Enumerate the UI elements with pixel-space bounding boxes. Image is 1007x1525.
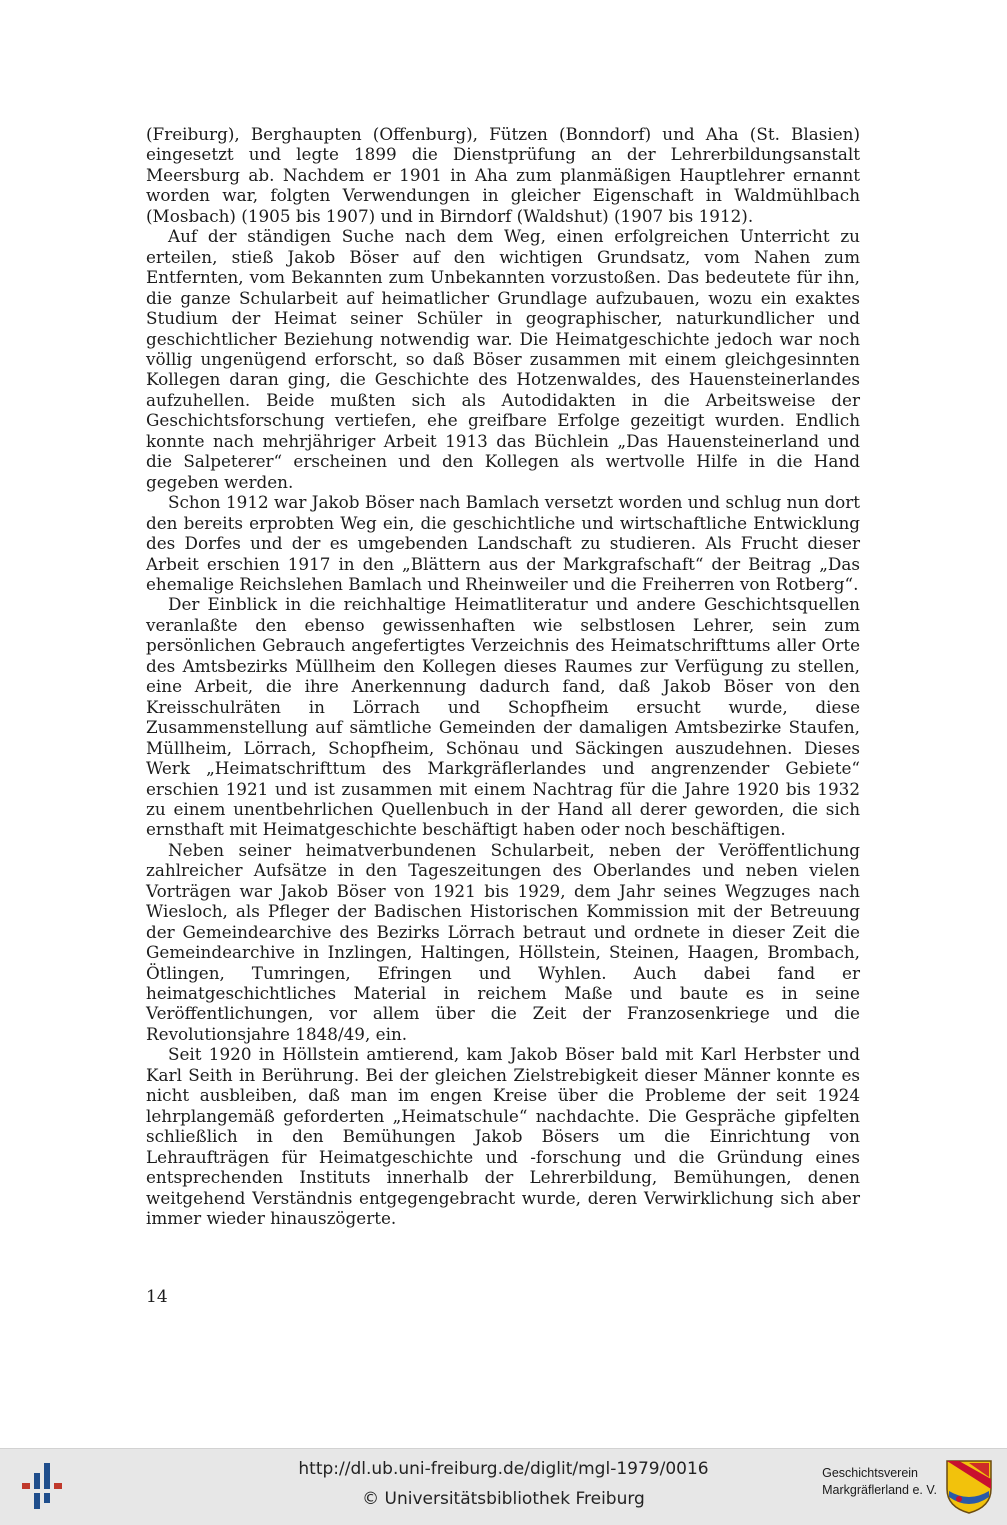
- paragraph: Auf der ständigen Suche nach dem Weg, einen erfolgreichen Unterricht zu erteilen, stieß Jakob Böser auf den wichtigen Grundsatz, vom Nahen zum Entfernten, vom Bekannten zum Unbekannten vorzustoßen. Das bedeutete für ihn, die ganze Schularbeit auf heimatlicher Grundlage aufzubauen, wozu ein exaktes Studium der Heimat seiner Schüler in geographischer, naturkundlicher und geschichtlicher Beziehung notwendig war. Die Heimatgeschichte jedoch war noch völlig ungenügend erforscht, so daß Böser zusammen mit einem gleichgesinnten Kollegen daran ging, die Geschichte des Hotzenwaldes, des Hauensteinerlandes aufzuhellen. Beide mußten sich als Autodidakten in die Arbeitsweise der Geschichtsforschung vertiefen, ehe greifbare Erfolge gezeitigt wurden. Endlich konnte nach mehrjähriger Arbeit 1913 das Büchlein „Das Hauensteinerland und die Salpeterer“ erscheinen und den Kollegen als wertvolle Hilfe in die Hand gegeben werden.: [146, 226, 860, 492]
- paragraph: Schon 1912 war Jakob Böser nach Bamlach versetzt worden und schlug nun dort den bereits erprobten Weg ein, die geschichtliche und wirtschaftliche Entwicklung des Dorfes und der es umgebenden Landschaft zu studieren. Als Frucht dieser Arbeit erschien 1917 in den „Blättern aus der Markgrafschaft“ der Beitrag „Das ehemalige Reichslehen Bamlach und Rheinweiler und die Freiherren von Rotberg“.: [146, 492, 860, 594]
- copyright-notice: © Universitätsbibliothek Freiburg: [362, 1489, 645, 1509]
- paragraph: Der Einblick in die reichhaltige Heimatliteratur und andere Geschichtsquellen veranlaßte den ebenso gewissenhaften wie selbstlosen Lehrer, sein zum persönlichen Gebrauch angefertigtes Verzeichnis des Heimatschrifttums aller Orte des Amtsbezirks Müllheim den Kollegen dieses Raumes zur Verfügung zu stellen, eine Arbeit, die ihre Anerkennung dadurch fand, daß Jakob Böser von den Kreisschulräten in Lörrach und Schopfheim ersucht wurde, diese Zusammenstellung auf sämtliche Gemeinden der damaligen Amtsbezirke Staufen, Müllheim, Lörrach, Schopfheim, Schönau und Säckingen auszudehnen. Dieses Werk „Heimatschrifttum des Markgräflerlandes und angrenzender Gebiete“ erschien 1921 und ist zusammen mit einem Nachtrag für die Jahre 1920 bis 1932 zu einem unentbehrlichen Quellenbuch in der Hand all derer geworden, die sich ernsthaft mit Heimatgeschichte beschäftigt haben oder noch beschäftigen.: [146, 594, 860, 840]
- society-name: [822, 1465, 937, 1499]
- permalink-url[interactable]: http://dl.ub.uni-freiburg.de/diglit/mgl-1979/0016: [298, 1459, 709, 1479]
- paragraph: Neben seiner heimatverbundenen Schularbeit, neben der Veröffentlichung zahlreicher Aufsätze in den Tageszeitungen des Oberlandes und neben vielen Vorträgen war Jakob Böser von 1921 bis 1929, dem Jahr seines Wegzuges nach Wiesloch, als Pfleger der Badischen Historischen Kommission mit der Betreuung der Gemeindearchive des Bezirks Lörrach betraut und ordnete in dieser Zeit die Gemeindearchive in Inzlingen, Haltingen, Höllstein, Steinen, Haagen, Brombach, Ötlingen, Tumringen, Efringen und Wyhlen. Auch dabei fand er heimatgeschichtliches Material in reichem Maße und baute es in seine Veröffentlichungen, vor allem über die Zeit der Franzosenkriege und die Revolutionsjahre 1848/49, ein.: [146, 839, 860, 1044]
- society-name-line1: Geschichtsverein: [822, 1466, 918, 1480]
- body-text: [146, 124, 860, 1228]
- paragraph: Seit 1920 in Höllstein amtierend, kam Jakob Böser bald mit Karl Herbster und Karl Seith in Berührung. Bei der gleichen Zielstrebigkeit dieser Männer konnte es nicht ausbleiben, daß man im engen Kreise über die Probleme der seit 1924 lehrplangemäß geforderten „Heimatschule“ nachdachte. Die Gespräche gipfelten schließlich in den Bemühungen Jakob Bösers um die Einrichtung von Lehraufträgen für Heimatgeschichte und -forschung und die Gründung eines entsprechenden Instituts innerhalb der Lehrerbildung, Bemühungen, denen weitgehend Verständnis entgegengebracht wurde, deren Verwirklichung sich aber immer wieder hinauszögerte.: [146, 1044, 860, 1229]
- viewer-footer: [0, 1448, 1007, 1525]
- society-name-line2: Markgräflerland e. V.: [822, 1483, 937, 1497]
- paragraph: (Freiburg), Berghaupten (Offenburg), Fützen (Bonndorf) und Aha (St. Blasien) eingesetzt und legte 1899 die Dienstprüfung an der Lehrerbildungsanstalt Meersburg ab. Nachdem er 1901 in Aha zum planmäßigen Hauptlehrer ernannt worden war, folgten Verwendungen in gleicher Eigenschaft in Waldmühlbach (Mosbach) (1905 bis 1907) und in Birndorf (Waldshut) (1907 bis 1912).: [146, 124, 860, 226]
- coat-of-arms-icon: [945, 1459, 993, 1515]
- page-number: 14: [146, 1287, 168, 1307]
